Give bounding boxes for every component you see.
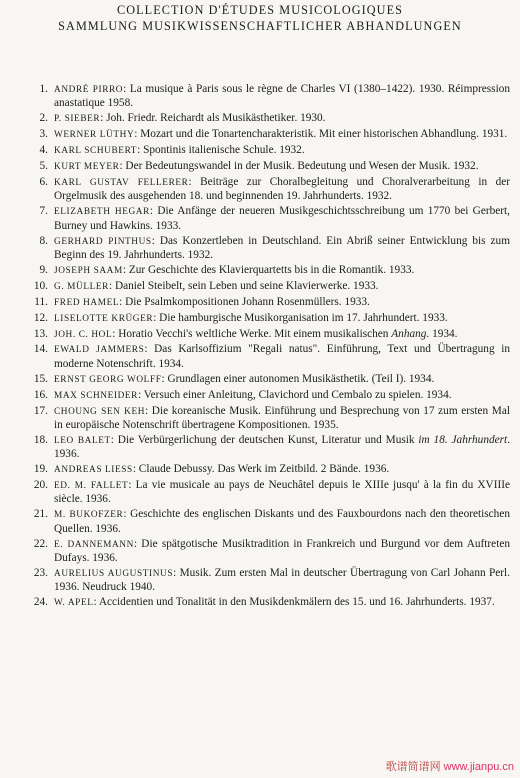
- list-entry: [10, 280, 510, 294]
- entry-author: ERNST GEORG WOLFF: [54, 374, 162, 385]
- entry-separator: :: [153, 311, 160, 324]
- entry-separator: :: [133, 537, 142, 550]
- entry-title: Claude Debussy. Das Werk im Zeitbild. 2 Bände. 1936.: [138, 463, 390, 476]
- entry-title: Versuch einer Anleitung, Clavichord und Cembalo zu spielen. 1934.: [143, 388, 452, 401]
- list-entry: [10, 567, 510, 595]
- entry-separator: :: [134, 128, 141, 141]
- list-entry: [10, 538, 510, 566]
- entry-author: M. BUKOFZER: [54, 510, 124, 521]
- watermark-site-name: 歌谱简谱网: [385, 761, 441, 773]
- entry-number: 7.: [39, 205, 48, 218]
- entry-author: MAX SCHNEIDER: [54, 390, 138, 401]
- entry-title: Zur Geschichte des Klavierquartetts bis in die Romantik. 1933.: [128, 263, 415, 276]
- entry-separator: :: [112, 327, 119, 340]
- entry-title: Daniel Steibelt, sein Leben und seine Klavierwerke. 1933.: [114, 279, 379, 292]
- entry-text: [54, 328, 510, 342]
- watermark-url: www.jianpu.cn: [443, 761, 514, 773]
- entry-text: [54, 176, 510, 204]
- entry-title: Die Anfänge der neueren Musikgeschichtsschreibung um 1770 bei Gerbert, Burney und Hawkins. 1933.: [54, 205, 510, 232]
- entry-text: [54, 389, 510, 403]
- entry-text: [54, 264, 510, 278]
- entry-number: 10.: [33, 279, 48, 292]
- list-entry: [10, 144, 510, 158]
- list-entry: [10, 205, 510, 233]
- entry-number: 21.: [33, 508, 48, 521]
- entry-author: ED. M. FALLET: [54, 481, 129, 492]
- entry-number: 5.: [39, 160, 48, 173]
- entry-number: 15.: [33, 372, 48, 385]
- entry-number: 24.: [33, 596, 48, 609]
- entry-text: [54, 235, 510, 263]
- entry-author: P. SIEBER: [54, 114, 101, 125]
- entry-author: KURT MEYER: [54, 162, 120, 173]
- entry-text: [54, 538, 510, 566]
- entry-title: Beiträge zur Choralbegleitung und Choralverarbeitung in der Orgelmusik des ausgehenden 18. und beginnenden 19. Jahrhunderts. 1932.: [54, 175, 510, 203]
- entry-separator: :: [132, 463, 139, 476]
- entry-title: Mozart und die Tonartencharakteristik. Mit einer historischen Abhandlung. 1931.: [140, 128, 508, 141]
- entry-author: ANDREAS LIESS: [54, 465, 133, 476]
- entry-author: CHOUNG SEN KEH: [54, 406, 146, 417]
- list-entry: [10, 83, 510, 111]
- entry-title: Das Konzertleben in Deutschland. Ein Abriß seiner Entwicklung bis zum Beginn des 19. Jahrhunderts. 1932.: [54, 234, 510, 261]
- entry-author: LEO BALET: [54, 435, 111, 446]
- entry-separator: :: [119, 295, 126, 308]
- entry-number: 16.: [33, 388, 48, 401]
- entry-author: JOH. C. HOL: [54, 329, 113, 340]
- list-entry: [10, 373, 510, 387]
- entry-title: Musik. Zum ersten Mal in deutscher Übertragung von Carl Johann Perl. 1936. Neudruck 1940.: [54, 567, 510, 594]
- entry-text: [54, 312, 510, 326]
- entry-separator: :: [123, 508, 131, 521]
- entry-number: 3.: [39, 128, 48, 141]
- entry-text: [54, 463, 510, 477]
- list-entry: [10, 328, 510, 342]
- entry-title: Accidentien und Tonalität in den Musikdenkmälern des 15. und 16. Jahrhunderts. 1937.: [98, 596, 495, 609]
- list-entry: [10, 176, 510, 204]
- entry-title: La musique à Paris sous le règne de Charles VI (1380–1422). 1930. Réimpression anastatique 1958.: [54, 83, 511, 110]
- list-entry: [10, 434, 510, 462]
- entry-separator: :: [100, 112, 107, 125]
- entry-text: [54, 508, 510, 536]
- entry-title: Geschichte des englischen Diskants und des Fauxbourdons nach den theoretischen Quellen. 1936.: [54, 508, 510, 535]
- entry-separator: :: [151, 234, 160, 247]
- entry-separator: :: [119, 160, 126, 173]
- entry-title: La vie musicale au pays de Neuchâtel depuis le XIIIe jusqu' à la fin du XVIIIe siècle. 1936.: [54, 479, 510, 506]
- list-entry: [10, 343, 510, 371]
- entry-text: [54, 596, 510, 610]
- entry-title: Grundlagen einer autonomen Musikästhetik. (Teil I). 1934.: [167, 372, 435, 385]
- entry-separator: :: [188, 175, 201, 188]
- entry-text: [54, 160, 510, 174]
- list-entry: [10, 112, 510, 126]
- list-entry: [10, 463, 510, 477]
- entry-title: Die Verbürgerlichung der deutschen Kunst, Literatur und Musik: [117, 433, 419, 446]
- entry-separator: :: [108, 279, 115, 292]
- entry-title-end: . 1936.: [54, 433, 511, 461]
- entry-text: [54, 343, 510, 371]
- entry-title: Horatio Vecchi's weltliche Werke. Mit einem musikalischen: [118, 327, 392, 340]
- entry-title-italic: Anhang: [391, 327, 427, 340]
- list-entry: [10, 508, 510, 536]
- header-line-german: SAMMLUNG MUSIKWISSENSCHAFTLICHER ABHANDLUNGEN: [58, 19, 462, 33]
- entry-author: E. DANNEMANN: [54, 539, 134, 550]
- entry-author: FRED HAMEL: [54, 297, 120, 308]
- entry-number: 8.: [39, 234, 48, 247]
- entry-number: 9.: [39, 263, 48, 276]
- entry-separator: :: [93, 596, 99, 609]
- entry-text: [54, 83, 510, 111]
- list-entry: [10, 296, 510, 310]
- entry-text: [54, 373, 510, 387]
- list-entry: [10, 596, 510, 610]
- entry-number: 1.: [39, 83, 48, 95]
- entry-author: W. APEL: [54, 598, 94, 609]
- list-entry: [10, 389, 510, 403]
- entry-separator: :: [137, 144, 144, 157]
- entry-author: WERNER LÜTHY: [54, 130, 135, 141]
- entry-separator: :: [138, 388, 144, 401]
- entry-number: 4.: [39, 144, 48, 157]
- entry-author: AURELIUS AUGUSTINUS: [54, 569, 174, 579]
- entry-number: 20.: [33, 479, 48, 492]
- entry-title: Die koreanische Musik. Einführung und Besprechung von 17 zum ersten Mal in europäische Notenschrift übertragene Kompositionen. 1935.: [54, 404, 510, 431]
- entry-number: 11.: [34, 295, 48, 308]
- entry-number: 17.: [33, 404, 48, 417]
- entry-author: G. MÜLLER: [54, 281, 109, 292]
- list-entry: [10, 479, 510, 507]
- entry-separator: :: [173, 567, 180, 579]
- entry-separator: :: [149, 205, 158, 218]
- header-line-french: COLLECTION D'ÉTUDES MUSICOLOGIQUES: [116, 3, 404, 17]
- entry-text: [54, 405, 510, 433]
- entry-separator: :: [145, 404, 152, 417]
- entry-title: Die Psalmkompositionen Johann Rosenmüllers. 1933.: [125, 295, 370, 308]
- entry-author: KARL SCHUBERT: [54, 146, 138, 157]
- list-entry: [10, 405, 510, 433]
- entry-text: [54, 144, 510, 158]
- entry-author: LISELOTTE KRÜGER: [54, 313, 154, 324]
- entry-text: [54, 479, 510, 507]
- entry-number: 14.: [33, 343, 48, 356]
- entry-text: [54, 112, 510, 126]
- entry-text: [54, 434, 510, 462]
- entry-number: 22.: [33, 537, 48, 550]
- entry-author: ANDRÉ PIRRO: [54, 85, 124, 95]
- entry-title: Die spätgotische Musiktradition in Frankreich und Burgund vor dem Auftreten Dufays. 1936.: [54, 537, 510, 565]
- list-entry: [10, 128, 510, 142]
- entry-author: GERHARD PINTHUS: [54, 236, 152, 247]
- list-entry: [10, 235, 510, 263]
- entry-author: ELIZABETH HEGAR: [54, 207, 150, 218]
- entry-number: 19.: [33, 463, 48, 476]
- entry-separator: :: [144, 343, 155, 356]
- entry-title: Die hamburgische Musikorganisation im 17. Jahrhundert. 1933.: [159, 311, 448, 324]
- entry-author: EWALD JAMMERS: [54, 345, 145, 356]
- list-entry: [10, 264, 510, 278]
- entry-number: 13.: [33, 327, 48, 340]
- entry-text: [54, 296, 510, 310]
- entry-number: 23.: [33, 567, 48, 579]
- entry-number: 2.: [39, 112, 48, 125]
- entry-title: Spontinis italienische Schule. 1932.: [143, 144, 305, 157]
- entry-text: [54, 280, 510, 294]
- entry-number: 12.: [33, 311, 48, 324]
- entry-number: 18.: [33, 433, 48, 446]
- entry-separator: :: [110, 433, 118, 446]
- entry-title: Joh. Friedr. Reichardt als Musikästhetiker. 1930.: [106, 112, 326, 125]
- entry-separator: :: [123, 83, 130, 95]
- entry-separator: :: [161, 372, 168, 385]
- entry-number: 6.: [39, 175, 48, 188]
- entry-separator: :: [122, 263, 129, 276]
- publication-list: [10, 83, 510, 612]
- entry-text: [54, 567, 510, 595]
- entry-text: [54, 205, 510, 233]
- watermark: [386, 758, 514, 774]
- entry-separator: :: [128, 479, 136, 492]
- list-entry: [10, 312, 510, 326]
- entry-title: Der Bedeutungswandel in der Musik. Bedeutung und Wesen der Musik. 1932.: [125, 160, 479, 173]
- entry-author: JOSEPH SAAM: [54, 265, 123, 276]
- collection-header: [0, 2, 520, 34]
- entry-title: Das Karlsoffizium "Regali natus". Einführung, Text und Übertragung in moderne Notenschrift. 1934.: [54, 343, 510, 370]
- entry-text: [54, 128, 510, 142]
- entry-title-italic: im 18. Jahrhundert: [418, 433, 508, 446]
- entry-title-end: . 1934.: [426, 327, 458, 340]
- entry-author: KARL GUSTAV FELLERER: [54, 177, 189, 188]
- list-entry: [10, 160, 510, 174]
